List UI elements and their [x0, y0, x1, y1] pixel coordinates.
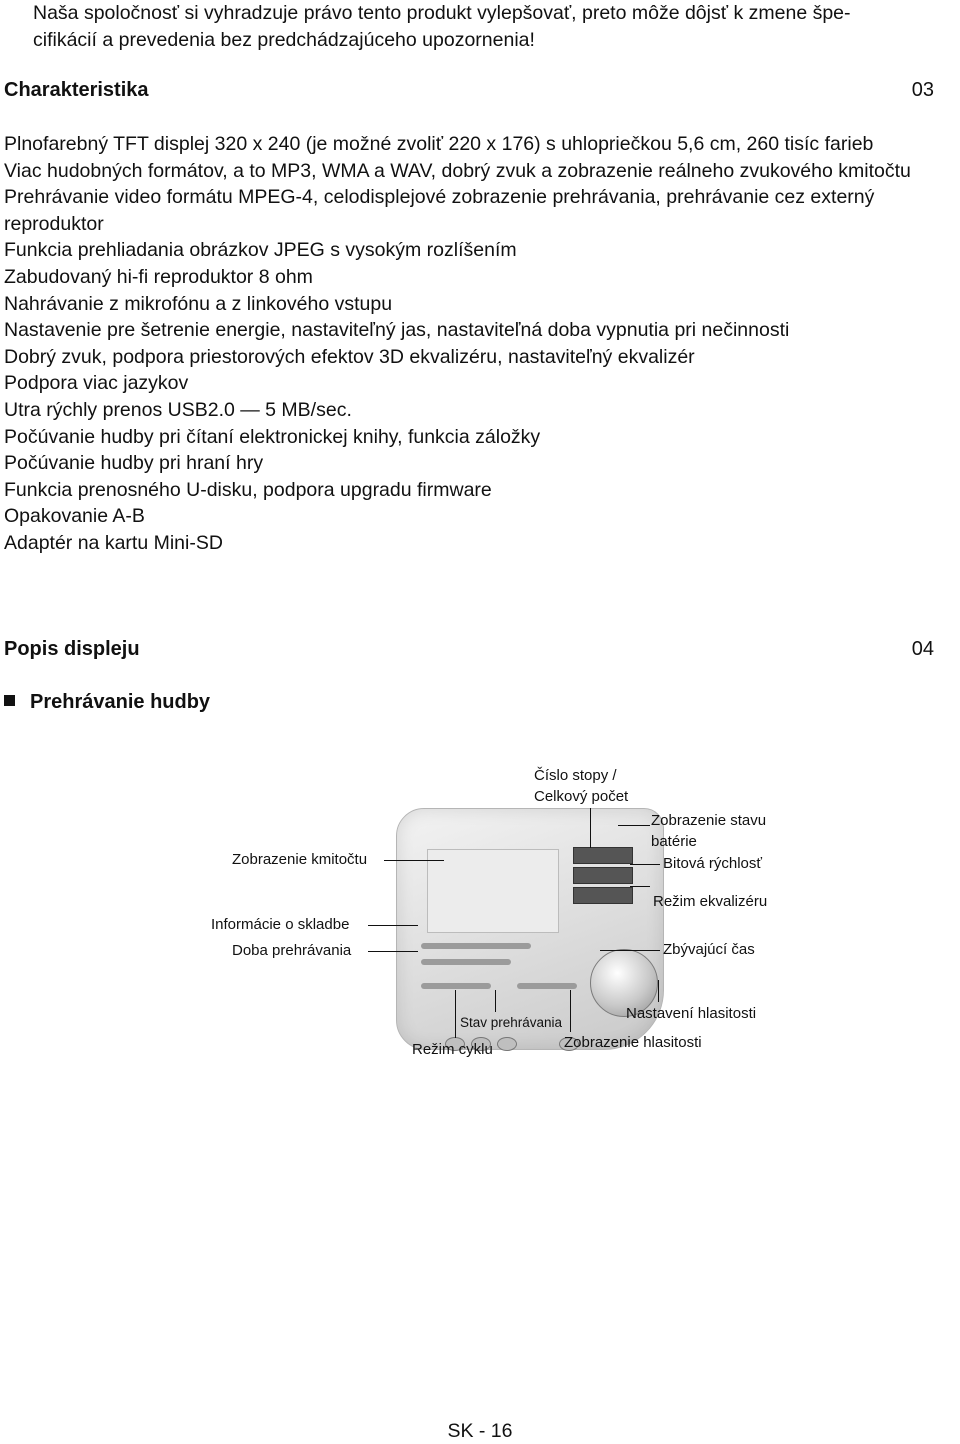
- pointer-line: [618, 825, 650, 826]
- pointer-line: [658, 980, 659, 1002]
- section-number: 03: [911, 79, 934, 101]
- battery-indicator: [573, 847, 633, 864]
- section-number: 04: [911, 638, 934, 660]
- subheading-music-playback: [4, 689, 210, 715]
- intro-text: [33, 0, 948, 54]
- feature-item: Plnofarebný TFT displej 320 x 240 (je možné zvoliť 220 x 176) s uhlopriečkou 5,6 cm, 260 tisíc farieb: [4, 133, 874, 155]
- feature-item: Funkcia prenosného U-disku, podpora upgradu firmware: [4, 478, 492, 501]
- pointer-line: [630, 886, 650, 887]
- bitrate-indicator: [573, 867, 633, 884]
- status-icon: [497, 1037, 517, 1051]
- feature-item: Utra rýchly prenos USB2.0 — 5 MB/sec.: [4, 398, 352, 421]
- intro-line-1: Naša spoločnosť si vyhradzuje právo tento produkt vylepšovať, preto môže dôjsť k zmene špe-: [33, 2, 851, 24]
- label-play-state: Stav prehrávania: [460, 1015, 563, 1030]
- page-number: SK - 16: [447, 1420, 513, 1442]
- remaining-time-line: [517, 983, 577, 989]
- play-time-line: [421, 983, 491, 989]
- feature-item: Podpora viac jazykov: [4, 372, 189, 395]
- label-volume-display: Zobrazenie hlasitosti: [564, 1034, 702, 1051]
- label-volume-setting: Nastavení hlasitosti: [626, 1005, 757, 1022]
- feature-item: Funkcia prehliadania obrázkov JPEG s vysokým rozlíšením: [4, 239, 517, 262]
- section-title: Charakteristika: [4, 79, 149, 101]
- feature-item: Počúvanie hudby pri hraní hry: [4, 452, 264, 475]
- equalizer-indicator: [573, 887, 633, 904]
- frequency-display-area: [427, 849, 559, 933]
- feature-item: Zabudovaný hi-fi reproduktor 8 ohm: [4, 265, 313, 288]
- pointer-line: [630, 864, 660, 865]
- label-song-info: Informácie o skladbe: [211, 916, 350, 933]
- label-battery-2: batérie: [651, 833, 697, 850]
- label-remaining-time: Zbývajúcí čas: [663, 941, 755, 958]
- feature-list: [4, 131, 949, 557]
- label-battery-1: Zobrazenie stavu: [651, 812, 767, 829]
- section-title: Popis displeju: [4, 638, 140, 660]
- label-equalizer: Režim ekvalizéru: [653, 893, 768, 910]
- section-header-characteristics: [4, 77, 934, 103]
- feature-item: Viac hudobných formátov, a to MP3, WMA a WAV, dobrý zvuk a zobrazenie reálneho zvukového kmitočtu: [4, 159, 911, 182]
- feature-item: Prehrávanie video formátu MPEG-4, celodisplejové zobrazenie prehrávania, prehrávanie cez externý reproduktor: [4, 186, 875, 235]
- subheading-text: Prehrávanie hudby: [30, 691, 211, 713]
- pointer-line: [384, 860, 444, 861]
- feature-item: Dobrý zvuk, podpora priestorových efektov 3D ekvalizéru, nastaviteľný ekvalizér: [4, 345, 695, 368]
- square-bullet-icon: [4, 695, 15, 706]
- section-header-display: [4, 636, 934, 662]
- feature-item: Nastavenie pre šetrenie energie, nastaviteľný jas, nastaviteľná doba vypnutia pri nečinnosti: [4, 319, 790, 342]
- pointer-line: [368, 951, 418, 952]
- feature-item: Adaptér na kartu Mini-SD: [4, 531, 223, 554]
- pointer-line: [495, 990, 496, 1012]
- pointer-line: [455, 990, 456, 1038]
- intro-line-2: cifikácií a prevedenia bez predchádzajúceho upozornenia!: [33, 29, 535, 51]
- pointer-line: [570, 990, 571, 1032]
- pointer-line: [590, 808, 591, 848]
- display-diagram: [0, 750, 960, 1080]
- label-cycle-mode: Režim cyklu: [412, 1041, 493, 1058]
- song-info-line: [421, 959, 511, 965]
- label-total-count: Celkový počet: [534, 788, 629, 805]
- feature-item: Opakovanie A-B: [4, 505, 145, 528]
- label-play-time: Doba prehrávania: [232, 942, 352, 959]
- feature-item: Počúvanie hudby pri čítaní elektronickej knihy, funkcia záložky: [4, 425, 541, 448]
- label-track-number: Číslo stopy /: [534, 767, 617, 784]
- label-bitrate: Bitová rýchlosť: [663, 855, 762, 872]
- label-frequency: Zobrazenie kmitočtu: [232, 851, 368, 868]
- song-info-line: [421, 943, 531, 949]
- pointer-line: [600, 950, 660, 951]
- feature-item: Nahrávanie z mikrofónu a z linkového vstupu: [4, 292, 393, 315]
- pointer-line: [368, 925, 418, 926]
